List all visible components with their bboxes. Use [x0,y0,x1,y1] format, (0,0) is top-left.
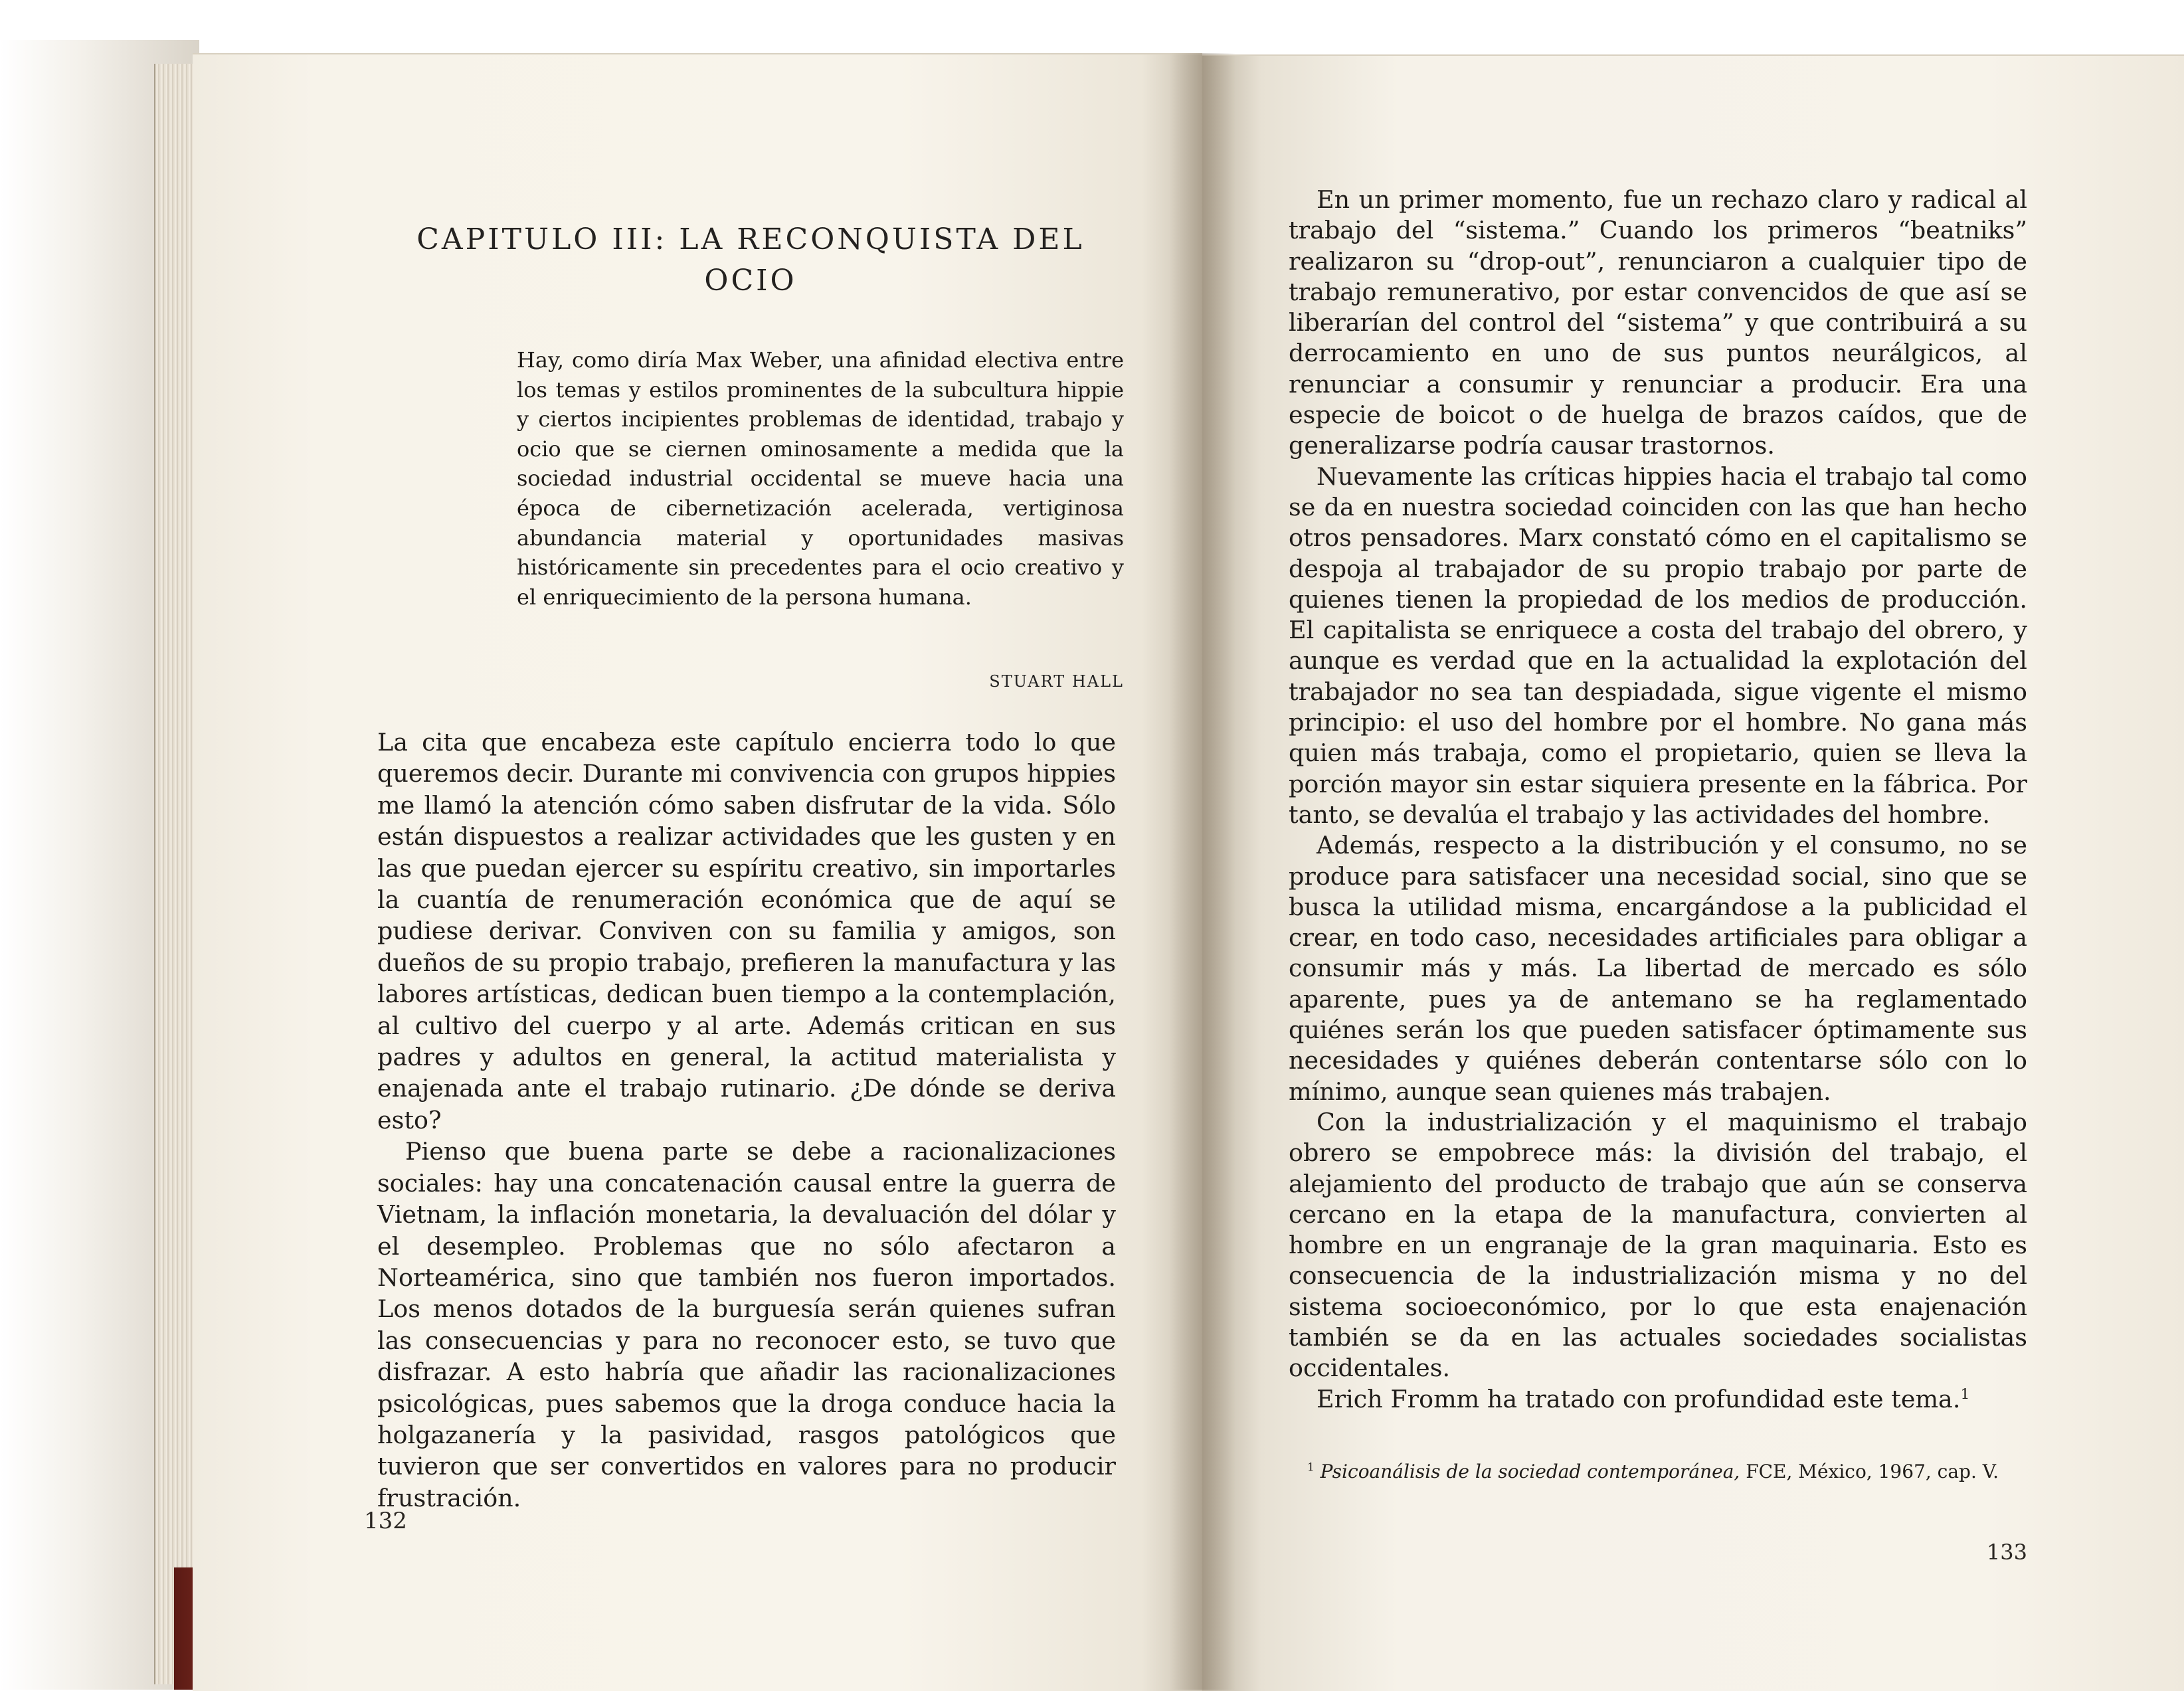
page-number-left: 132 [364,1508,407,1534]
page-number-right: 133 [1986,1540,2027,1565]
paragraph: En un primer momento, fue un rechazo claro y radical al trabajo del “sistema.” Cuando los primeros “beatniks” realizaron su “drop-out”, renunciaron a cualquier tipo de trabajo remunerativo, por estar convencidos de que así se liberarían del control del “sistema” y que contribuirá a su derrocamiento en uno de sus puntos neurálgicos, al renunciar a consumir y renunciar a producir. Era una especie de boicot o de huelga de brazos caídos, que de generalizarse podría causar trastornos. [1289,185,2027,460]
paragraph: Pienso que buena parte se debe a racionalizaciones sociales: hay una concatenación causal entre la guerra de Vietnam, la inflación monetaria, la devaluación del dólar y el desempleo. Problemas que no sólo afectaron a Norteamérica, sino que también nos fueron importados. Los menos dotados de la burguesía serán quienes sufran las consecuencias y para no reconocer esto, se tuvo que disfrazar. A esto habría que añadir las racionalizaciones psicológicas, pues sabemos que la droga conduce hacia la holgazanería y la pasividad, rasgos patológicos que tuvieron que ser convertidos en valores para no producir frustración. [377,1137,1116,1512]
book-gutter [1169,53,1235,1690]
paragraph: Además, respecto a la distribución y el consumo, no se produce para satisfacer una necesidad social, sino que se busca la utilidad misma, encargándose a la publicidad el crear, en todo caso, necesidades artificiales para obligar a consumir más y más. La libertad de mercado es sólo aparente, pues ya de antemano se ha reglamentado quiénes serán los que pueden satisfacer óptimamente sus necesidades y quiénes deberán contentarse sólo con lo mínimo, aunque sean quienes más trabajen. [1289,831,2027,1106]
footnote-number: 1 [1307,1460,1315,1474]
paragraph-text: Erich Fromm ha tratado con profundidad este tema. [1317,1384,1961,1413]
footnote [1289,1459,2027,1485]
epigraph: Hay, como diría Max Weber, una afinidad electiva entre los temas y estilos prominentes de la subcultura hippie y ciertos incipientes problemas de identidad, trabajo y ocio que se ciernen ominosamente a medida que la sociedad industrial occidental se mueve hacia una época de cibernetización acelerada, vertiginosa abundancia material y oportunidades masivas históricamente sin precedentes para el ocio creativo y el enriquecimiento de la persona humana. [517,347,1124,610]
left-page-body [377,727,1116,1514]
paragraph: La cita que encabeza este capítulo encierra todo lo que queremos decir. Durante mi convivencia con grupos hippies me llamó la atención cómo saben disfrutar de la vida. Sólo están dispuestos a realizar actividades que les gusten y en las que puedan ejercer su espíritu creativo, sin importarles la cuantía de renumeración económica que de aquí se pudiese derivar. Conviven con su familia y amigos, son dueños de su propio trabajo, prefieren la manufactura y las labores artísticas, dedican buen tiempo a la contemplación, al cultivo del cuerpo y al arte. Además critican en sus padres y adultos en general, la actitud materialista y enajenada ante el trabajo rutinario. ¿De dónde se deriva esto? [377,728,1116,1134]
footnote-reference: 1 [1960,1385,1970,1403]
paragraph-last [1289,1384,2027,1415]
paragraph: Nuevamente las críticas hippies hacia el trabajo tal como se da en nuestra sociedad coinciden con las que han hecho otros pensadores. Marx constató cómo en el capitalismo se despoja al trabajador de su propio trabajo por parte de quienes tienen la propiedad de los medios de producción. El capitalista se enriquece a costa del trabajo del obrero, y aunque es verdad que en la actualidad la explotación del trabajador no sea tan despiadada, sigue vigente el mismo principio: el uso del hombre por el hombre. No gana más quien más trabaja, como el propietario, quien se lleva la porción mayor sin estar siquiera presente en la fábrica. Por tanto, se devalúa el trabajo y las actividades del hombre. [1289,462,2027,829]
footnote-details: FCE, México, 1967, cap. V. [1746,1461,1999,1482]
footnote-title: Psicoanálisis de la sociedad contemporánea, [1320,1461,1740,1482]
chapter-title: CAPITULO III: LA RECONQUISTA DEL OCIO [416,222,1085,298]
epigraph-author: STUART HALL [989,672,1124,691]
paragraph: Con la industrialización y el maquinismo el trabajo obrero se empobrece más: la división del trabajo, el alejamiento del producto de trabajo que aún se conserva cercano en la etapa de la manufactura, convierten al hombre en un engranaje de la gran maquinaria. Esto es consecuencia de la industrialización misma y no del sistema socioeconómico, por lo que esta enajenación también se da en las actuales sociedades socialistas occidentales. [1289,1107,2027,1383]
right-page-body [1289,185,2027,1415]
page-edges [154,64,195,1684]
